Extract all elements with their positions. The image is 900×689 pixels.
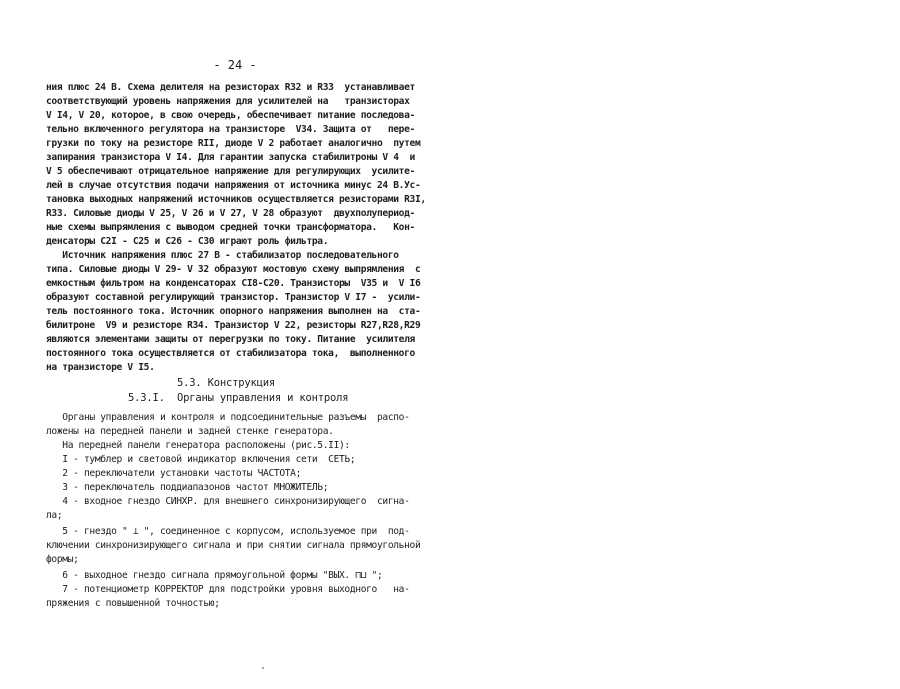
para3-line: 4 - входное гнездо СИНХР. для внешнего синхронизирующего сигна- — [46, 496, 410, 507]
para2-line: билитроне V9 и резисторе R34. Транзистор V 22, резисторы R27,R28,R29 — [46, 320, 421, 331]
para3-line: пряжения с повышенной точностью; — [46, 598, 220, 609]
para1-line: V I4, V 20, которое, в свою очередь, обеспечивает питание последова- — [46, 110, 415, 121]
para3-line: 6 - выходное гнездо сигнала прямоугольной формы "ВЫХ. ⊓⊔ "; — [46, 570, 383, 581]
scan-speck — [262, 667, 264, 669]
para3-line: 2 - переключатели установки частоты ЧАСТОТА; — [46, 468, 302, 479]
para2-line: типа. Силовые диоды V 29- V 32 образуют мостовую схему выпрямления с — [46, 264, 421, 275]
para1-line: тановка выходных напряжений источников осуществляется резисторами R3I, — [46, 194, 426, 205]
para2-line: образуют составной регулирующий транзистор. Транзистор V I7 - усили- — [46, 292, 421, 303]
para2-line: являются элементами защиты от перегрузки по току. Питание усилителя — [46, 334, 415, 345]
para3-line: 7 - потенциометр КОРРЕКТОР для подстройки уровня выходного на- — [46, 584, 410, 595]
para3-line: ключении синхронизирующего сигнала и при снятии сигнала прямоугольной — [46, 540, 421, 551]
para2-line: на транзисторе V I5. — [46, 362, 155, 373]
para1-line: грузки по току на резисторе RII, диоде V 2 работает аналогично путем — [46, 138, 421, 149]
para1-line: запирания транзистора V I4. Для гарантии запуска стабилитроны V 4 и — [46, 152, 415, 163]
para2-line: постоянного тока осуществляется от стабилизатора тока, выполненного — [46, 348, 415, 359]
para1-line: денсаторы С2I - С25 и С26 - С30 играют роль фильтра. — [46, 236, 329, 247]
para3-line: Органы управления и контроля и подсоединительные разъемы распо- — [46, 412, 410, 423]
para2-line: емкостным фильтром на конденсаторах СI8-С20. Транзисторы V35 и V I6 — [46, 278, 421, 289]
para3-line: 5 - гнездо " ⊥ ", соединенное с корпусом, используемое при под- — [46, 526, 410, 537]
para1-line: ния плюс 24 В. Схема делителя на резисторах R32 и R33 устанавливает — [46, 82, 415, 93]
para3-line: ла; — [46, 510, 63, 521]
para2-line: Источник напряжения плюс 27 В - стабилизатор последовательного — [46, 250, 399, 261]
subsection-heading: 5.3.I. Органы управления и контроля — [128, 392, 349, 404]
para3-line: ложены на передней панели и задней стенке генератора. — [46, 426, 334, 437]
page-number: - 24 - — [213, 58, 257, 72]
para1-line: тельно включенного регулятора на транзисторе V34. Защита от пере- — [46, 124, 415, 135]
para3-line: формы; — [46, 554, 79, 565]
para2-line: тель постоянного тока. Источник опорного напряжения выполнен на ста- — [46, 306, 421, 317]
para1-line: V 5 обеспечивают отрицательное напряжение для регулирующих усилите- — [46, 166, 415, 177]
para1-line: ные схемы выпрямления с выводом средней точки трансформатора. Кон- — [46, 222, 415, 233]
para1-line: соответствующий уровень напряжения для усилителей на транзисторах — [46, 96, 410, 107]
section-heading: 5.3. Конструкция — [177, 377, 275, 389]
para1-line: R33. Силовые диоды V 25, V 26 и V 27, V 28 образуют двухполупериод- — [46, 208, 415, 219]
para1-line: лей в случае отсутствия подачи напряжения от источника минус 24 В.Ус- — [46, 180, 421, 191]
para3-line: I - тумблер и световой индикатор включения сети СЕТЬ; — [46, 454, 356, 465]
para3-line: На передней панели генератора расположены (рис.5.II): — [46, 440, 350, 451]
para3-line: 3 - переключатель поддиапазонов частот МНОЖИТЕЛЬ; — [46, 482, 329, 493]
